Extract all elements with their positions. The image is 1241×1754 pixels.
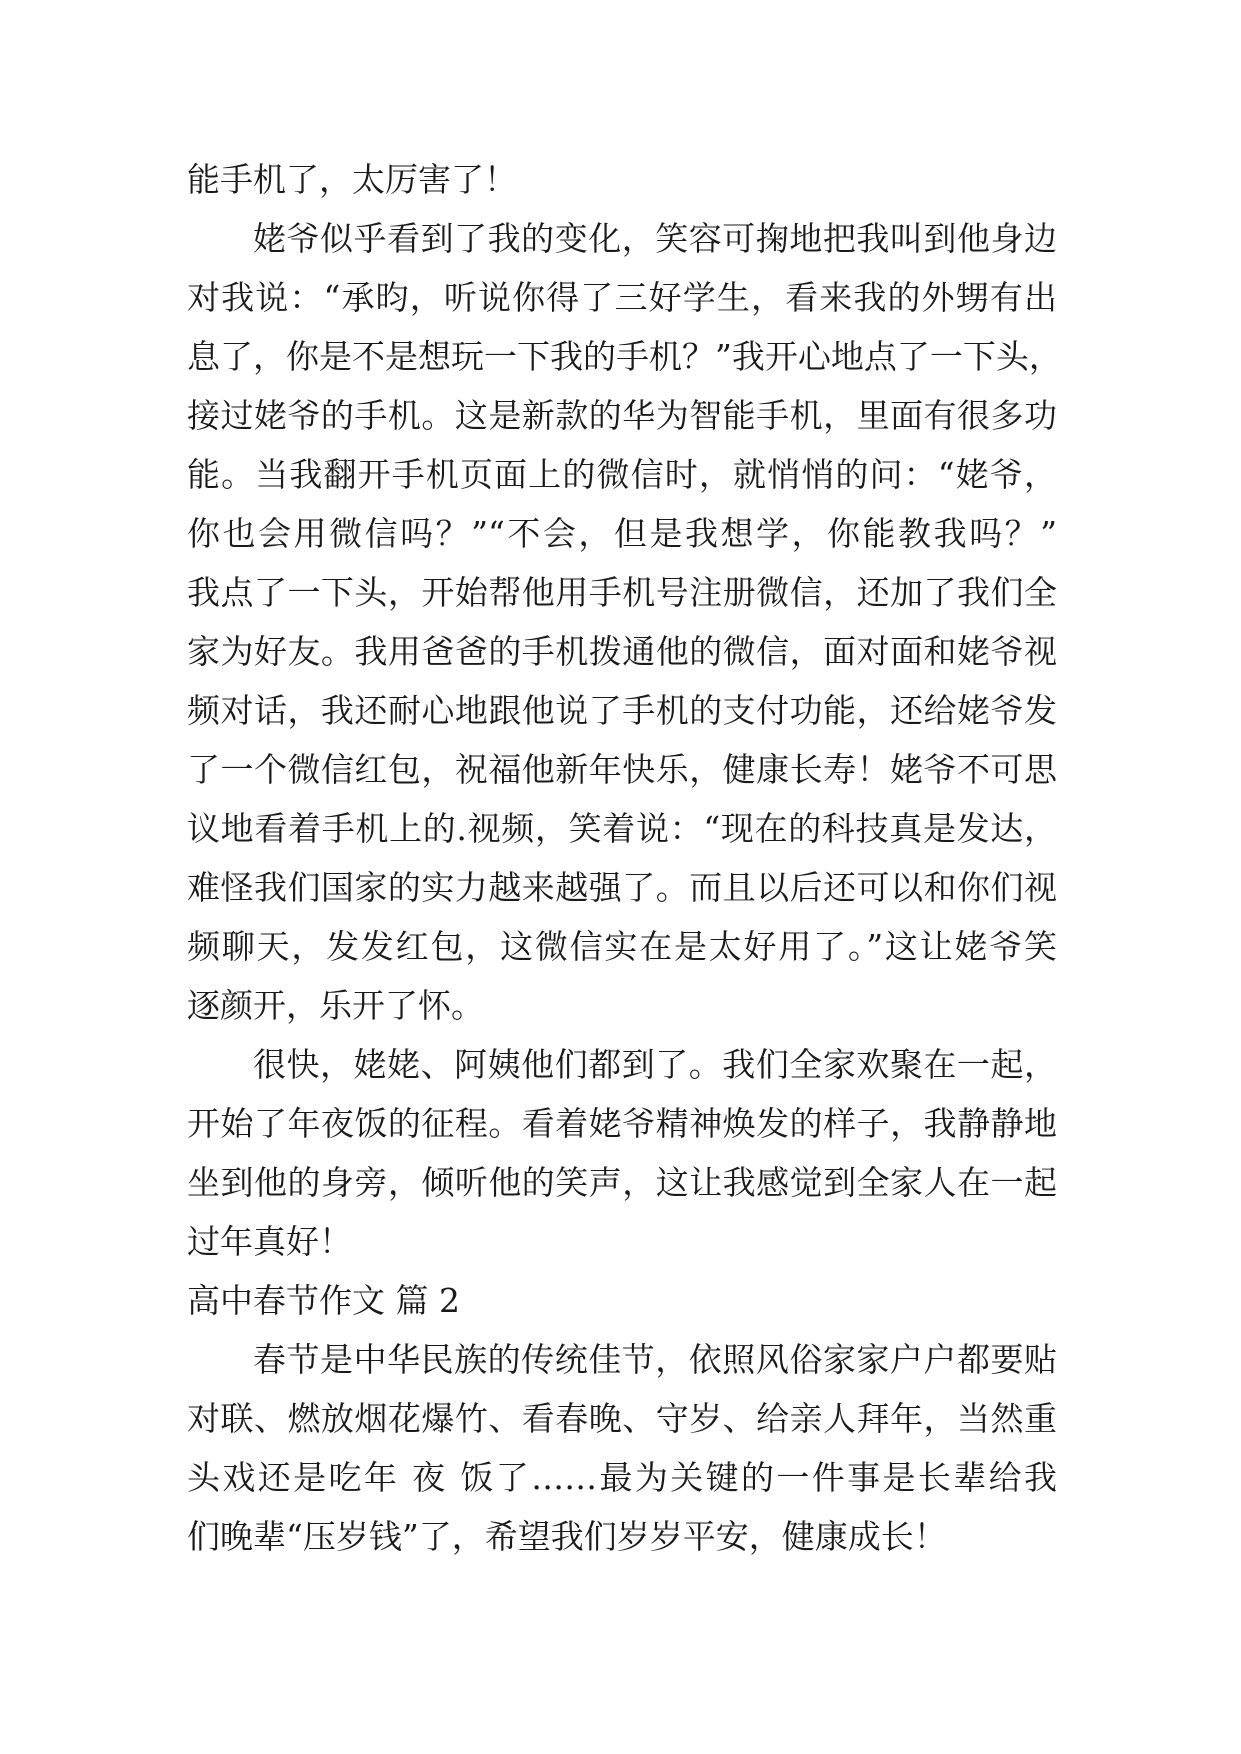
text-line: 过年真好！ (187, 1222, 352, 1261)
text-line: 接过姥爷的手机。这是新款的华为智能手机，里面有很多功 (187, 396, 1057, 435)
text-line: 们晚辈“压岁钱”了，希望我们岁岁平安，健康成长！ (187, 1517, 947, 1556)
text-line: 了一个微信红包，祝福他新年快乐，健康长寿！姥爷不可思 (187, 750, 1057, 789)
text-line: 对我说：“承昀，听说你得了三好学生，看来我的外甥有出 (187, 278, 1057, 317)
text-line: 家为好友。我用爸爸的手机拨通他的微信，面对面和姥爷视 (187, 632, 1057, 671)
text-line: 能手机了，太厉害了！ (187, 160, 517, 199)
text-line: 息了，你是不是想玩一下我的手机？”我开心地点了一下头， (187, 337, 1062, 376)
document-body (187, 150, 1062, 1566)
text-line: 很快，姥姥、阿姨他们都到了。我们全家欢聚在一起， (253, 1045, 1057, 1084)
text-line: 频对话，我还耐心地跟他说了手机的支付功能，还给姥爷发 (187, 691, 1057, 730)
text-line: 你也会用微信吗？”“不会，但是我想学，你能教我吗？” (187, 514, 1057, 553)
text-line: 逐颜开，乐开了怀。 (187, 986, 484, 1025)
text-line: 姥爷似乎看到了我的变化，笑容可掬地把我叫到他身边 (253, 219, 1057, 258)
text-line: 坐到他的身旁，倾听他的笑声，这让我感觉到全家人在一起 (187, 1163, 1057, 1202)
text-line: 对联、燃放烟花爆竹、看春晚、守岁、给亲人拜年，当然重 (187, 1399, 1057, 1438)
text-line: 频聊天，发发红包，这微信实在是太好用了。”这让姥爷笑 (187, 927, 1057, 966)
section-heading: 高中春节作文 篇 2 (187, 1281, 460, 1320)
text-line: 议地看着手机上的.视频，笑着说：“现在的科技真是发达， (187, 809, 1057, 848)
text-line: 头戏还是吃年 夜 饭了……最为关键的一件事是长辈给我 (187, 1458, 1057, 1497)
text-line: 我点了一下头，开始帮他用手机号注册微信，还加了我们全 (187, 573, 1057, 612)
text-line: 春节是中华民族的传统佳节，依照风俗家家户户都要贴 (253, 1340, 1057, 1379)
text-line: 能。当我翻开手机页面上的微信时，就悄悄的问：“姥爷， (187, 455, 1057, 494)
text-line: 难怪我们国家的实力越来越强了。而且以后还可以和你们视 (187, 868, 1057, 907)
text-line: 开始了年夜饭的征程。看着姥爷精神焕发的样子，我静静地 (187, 1104, 1057, 1143)
